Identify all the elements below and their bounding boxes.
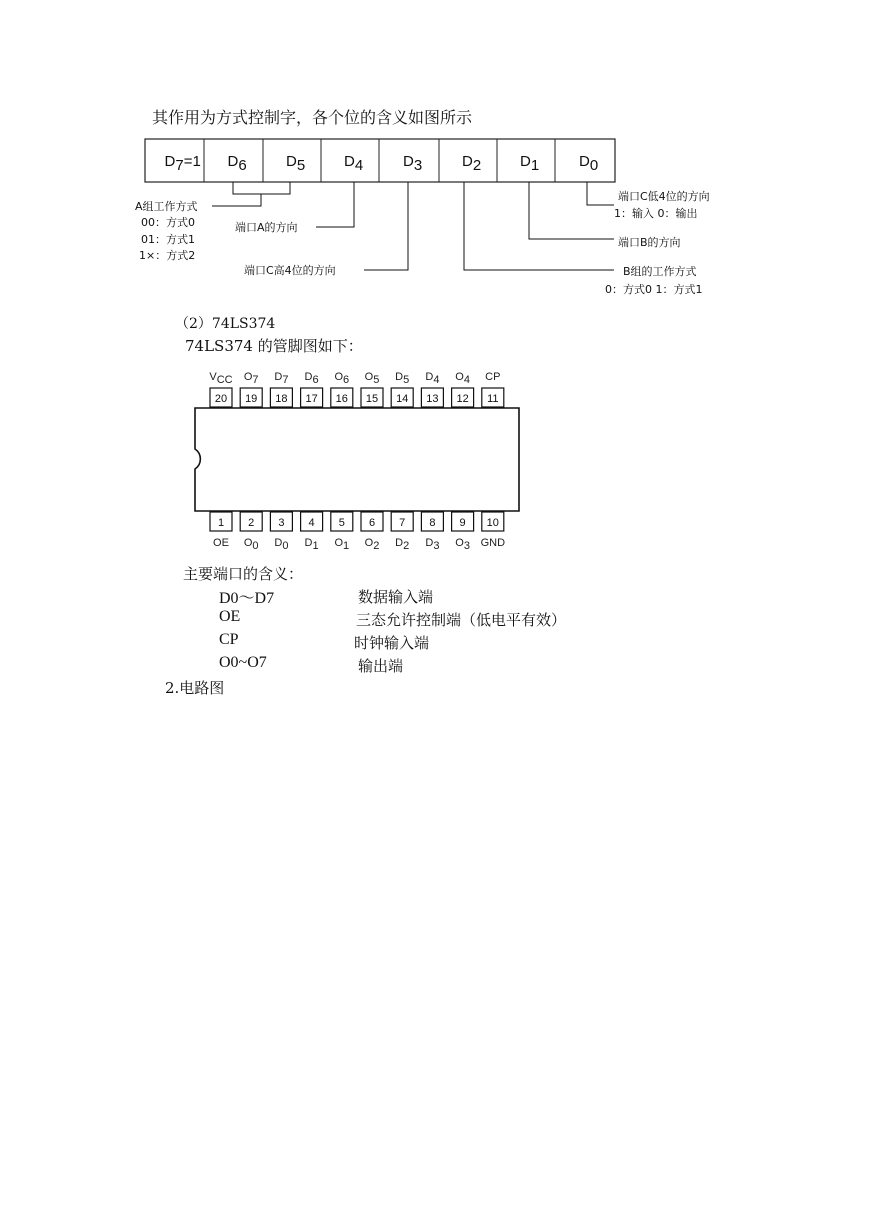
- ports-title: 主要端口的含义：: [183, 565, 304, 583]
- pin-number: 4: [308, 517, 315, 529]
- pin-label: O6: [334, 371, 350, 386]
- section-title: （2）74LS374: [175, 316, 276, 332]
- pin-number: 17: [305, 393, 318, 405]
- pin-number: 11: [487, 393, 499, 405]
- group-a-leader: [212, 194, 261, 206]
- d6-d5-bracket: [233, 182, 290, 194]
- pin-label: O2: [364, 537, 380, 552]
- pin-number: 8: [429, 517, 436, 529]
- pin-number: 16: [335, 393, 348, 405]
- pin-label: D4: [425, 371, 440, 386]
- pin-label: CP: [485, 371, 501, 383]
- pin-number: 3: [278, 517, 285, 529]
- pin-number: 2: [248, 517, 255, 529]
- port-c-high-label: 端口C高4位的方向: [244, 264, 336, 277]
- pin-number: 18: [275, 393, 288, 405]
- group-a-title: A组工作方式: [135, 200, 198, 213]
- intro-text: 其作用为方式控制字，各个位的含义如图所示: [152, 108, 473, 127]
- pin-label: O4: [455, 371, 470, 386]
- circuit-title: 2.电路图: [165, 679, 225, 697]
- control-word-diagram: [0, 0, 869, 310]
- pin-number: 13: [426, 393, 439, 405]
- chip-pinout-diagram: [0, 360, 869, 560]
- chip-body: [195, 408, 519, 511]
- pin-number: 7: [399, 517, 406, 529]
- group-a-mode0: 00：方式0: [141, 216, 195, 229]
- port-a-leader: [316, 182, 354, 227]
- pin-number: 12: [456, 393, 469, 405]
- pin-number: 9: [459, 517, 466, 529]
- pin-label: D5: [395, 371, 410, 386]
- pin-label: D2: [395, 537, 410, 552]
- pin-number: 6: [368, 517, 376, 529]
- pin-number: 20: [214, 393, 228, 405]
- bit-cell-label: D7=1: [164, 153, 201, 174]
- pin-label: D7: [274, 371, 289, 386]
- pin-label: D0: [274, 537, 289, 552]
- bit-cell-label: D1: [520, 153, 540, 174]
- pin-number: 15: [365, 393, 379, 405]
- pin-number: 5: [338, 517, 345, 529]
- port-a-label: 端口A的方向: [235, 221, 298, 234]
- port-description: 输出端: [358, 657, 404, 675]
- bit-cell-label: D4: [344, 153, 364, 174]
- group-b-leader: [464, 182, 614, 270]
- port-c-low-values: 1：输入 0：输出: [614, 207, 698, 220]
- pin-label: OE: [213, 537, 229, 549]
- port-name: CP: [219, 631, 239, 648]
- port-description: 三态允许控制端（低电平有效）: [356, 611, 567, 629]
- pin-number: 10: [486, 517, 499, 529]
- section-subtitle: 74LS374 的管脚图如下：: [185, 337, 363, 355]
- bit-cell-label: D6: [227, 153, 247, 174]
- bit-cell-label: D0: [579, 153, 599, 174]
- port-name: D0～D7: [219, 590, 275, 607]
- port-description: 时钟输入端: [354, 634, 430, 652]
- port-b-label: 端口B的方向: [618, 236, 681, 249]
- pin-number: 1: [217, 517, 225, 529]
- pin-label: D3: [425, 537, 440, 552]
- pin-number: 19: [245, 393, 258, 405]
- pin-label: D6: [304, 371, 319, 386]
- group-b-label: B组的工作方式: [623, 265, 697, 278]
- port-name: OE: [219, 608, 241, 625]
- bit-cell-label: D2: [462, 153, 482, 174]
- pin-label: GND: [480, 537, 506, 549]
- pin-label: O7: [243, 371, 259, 386]
- bit-cell-label: D3: [403, 153, 423, 174]
- pin-label: O3: [455, 537, 470, 552]
- port-c-low-label: 端口C低4位的方向: [618, 190, 710, 203]
- port-description: 数据输入端: [358, 588, 434, 606]
- pin-label: O5: [364, 371, 380, 386]
- pin-label: D1: [304, 537, 319, 552]
- group-b-values: 0：方式0 1：方式1: [605, 283, 703, 296]
- pin-label: VCC: [209, 371, 233, 386]
- port-c-low-leader: [587, 182, 614, 205]
- port-name: O0~O7: [219, 654, 267, 671]
- port-c-high-leader: [364, 182, 408, 270]
- pin-label: O1: [334, 537, 350, 552]
- port-b-leader: [529, 182, 614, 239]
- bit-cell-label: D5: [286, 153, 306, 174]
- pin-label: O0: [243, 537, 259, 552]
- group-a-mode1: 01：方式1: [141, 233, 195, 246]
- group-a-mode2: 1×：方式2: [139, 249, 196, 262]
- pin-number: 14: [396, 393, 409, 405]
- control-word-frame: [145, 139, 615, 182]
